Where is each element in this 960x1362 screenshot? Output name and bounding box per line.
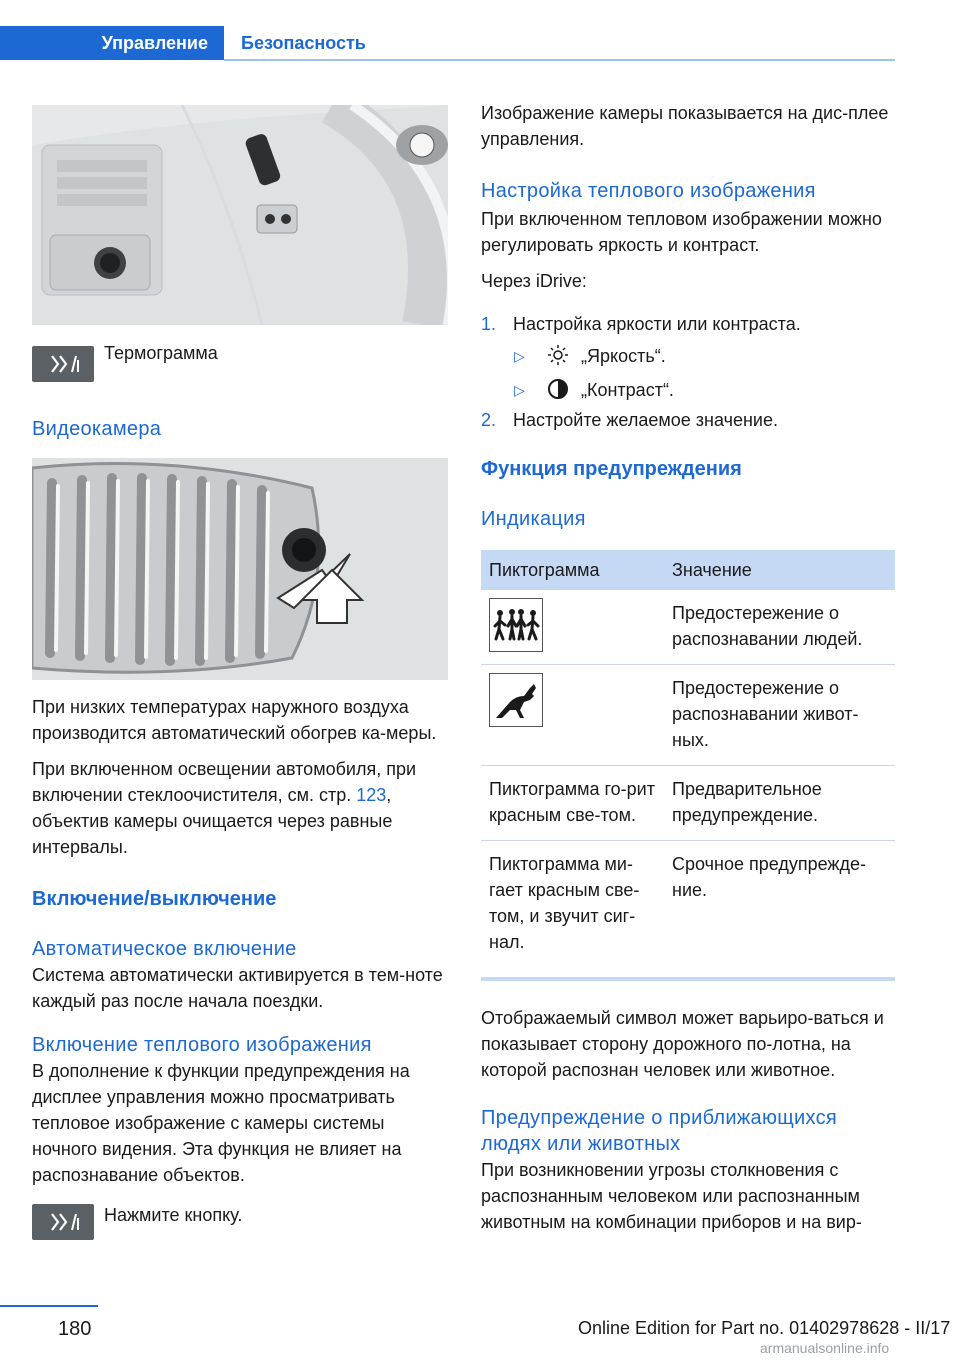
table-cell-pictogram [481, 665, 664, 766]
tab-control-label: Управление [101, 33, 208, 53]
contrast-icon[interactable] [547, 378, 569, 405]
paragraph-low-temperature: При низких температурах наружного воздуха производится автоматический обогрев ка-меры. [32, 697, 437, 743]
press-button-row [32, 1204, 448, 1244]
press-button-label: Нажмите кнопку. [104, 1205, 243, 1225]
footer-divider [0, 1305, 98, 1307]
substep-contrast: „Контраст“. [581, 380, 674, 400]
paragraph-display: Изображение камеры показывается на дис-плее управления. [481, 103, 889, 149]
paragraph-thermal: В дополнение к функции предупреждения на дисплее управления можно просматривать тепловое изображение с камеры системы ночного видения. Эта функция не влияет на распознавание объектов. [32, 1061, 410, 1185]
paragraph-people: При возникновении угрозы столкновения с распознанным человеком или распознанным животным на комбинации приборов и на вир- [481, 1160, 862, 1232]
table-header-pictogram: Пиктограмма [481, 550, 664, 590]
brightness-icon[interactable] [547, 344, 569, 371]
table-cell-meaning: Предварительное предупреждение. [664, 766, 895, 841]
settings-steps [481, 304, 895, 434]
header-divider [224, 59, 895, 61]
indication-table [481, 550, 895, 967]
thermal-button-row [32, 343, 448, 386]
thermogram-label: Термограмма [104, 343, 218, 363]
chapter-header [0, 26, 895, 60]
heading-thermal-settings: Настройка теплового изображения [481, 180, 816, 202]
step-number: 2. [481, 410, 497, 430]
table-row [481, 590, 895, 665]
table-cell-pictogram [481, 590, 664, 665]
dashboard-photo [32, 105, 448, 325]
paragraph-washing-part2: , объектив камеры очищается через равные интервалы. [32, 785, 393, 857]
right-column [481, 100, 895, 1235]
bullet-triangle-icon: ▷ [514, 348, 525, 364]
page-reference-link[interactable]: 123 [356, 785, 387, 805]
table-end-bar [481, 977, 895, 981]
heading-thermal-activation: Включение теплового изображения [32, 1034, 372, 1056]
substep-brightness: „Яркость“. [581, 346, 666, 366]
step-number: 1. [481, 314, 497, 334]
animal-icon [489, 673, 543, 727]
heading-indication: Индикация [481, 508, 586, 530]
night-vision-button-icon[interactable] [32, 346, 94, 382]
table-cell-meaning: Предостережение о распознавании живот-ных. [664, 665, 895, 766]
page-number: 180 [58, 1318, 92, 1340]
table-cell-pictogram: Пиктограмма ми-гает красным све-том, и звучит сиг-нал. [489, 854, 640, 952]
table-header-row [481, 550, 895, 590]
table-cell-pictogram: Пиктограмма го-рит красным све-том. [481, 766, 664, 841]
tab-safety-label: Безопасность [241, 33, 366, 53]
table-cell-meaning: Срочное предупрежде-ние. [672, 854, 866, 900]
heading-warning-function: Функция предупреждения [481, 458, 742, 480]
step-text: Настройка яркости или контраста. [513, 314, 801, 334]
tab-safety[interactable] [224, 26, 404, 60]
heading-videocamera: Видеокамера [32, 418, 162, 440]
paragraph-symbol: Отображаемый символ может варьиро-ваться и показывает сторону дорожного по-лотна, на которой распознан человек или животное. [481, 1008, 884, 1080]
step-text: Настройте желаемое значение. [513, 410, 778, 430]
watermark: armanualsonline.info [760, 1340, 890, 1356]
heading-on-off: Включение/выключение [32, 888, 277, 910]
heading-people-warning: Предупреждение о приближающихся людях или животных [481, 1107, 838, 1155]
table-row [481, 766, 895, 841]
via-idrive: Через iDrive: [481, 271, 587, 291]
table-header-meaning: Значение [664, 550, 895, 590]
table-row [481, 665, 895, 766]
bullet-triangle-icon: ▷ [514, 382, 525, 398]
table-cell-meaning: Предостережение о распознавании людей. [664, 590, 895, 665]
pedestrians-icon [489, 598, 543, 652]
edition-text: Online Edition for Part no. 01402978628 - II/17 [578, 1318, 951, 1338]
tab-control[interactable] [0, 26, 224, 60]
paragraph-settings: При включенном тепловом изображении можно регулировать яркость и контраст. [481, 209, 882, 255]
left-column [32, 105, 448, 1244]
paragraph-washing-part1: При включенном освещении автомобиля, при включении стеклоочистителя, см. стр. [32, 759, 417, 805]
paragraph-washing [32, 756, 448, 860]
heading-auto-activation: Автоматическое включение [32, 938, 297, 960]
night-vision-button-icon[interactable] [32, 1204, 94, 1240]
table-row [481, 841, 895, 968]
grille-camera-photo [32, 458, 448, 680]
paragraph-auto: Система автоматически активируется в тем-ноте каждый раз после начала поездки. [32, 965, 443, 1011]
